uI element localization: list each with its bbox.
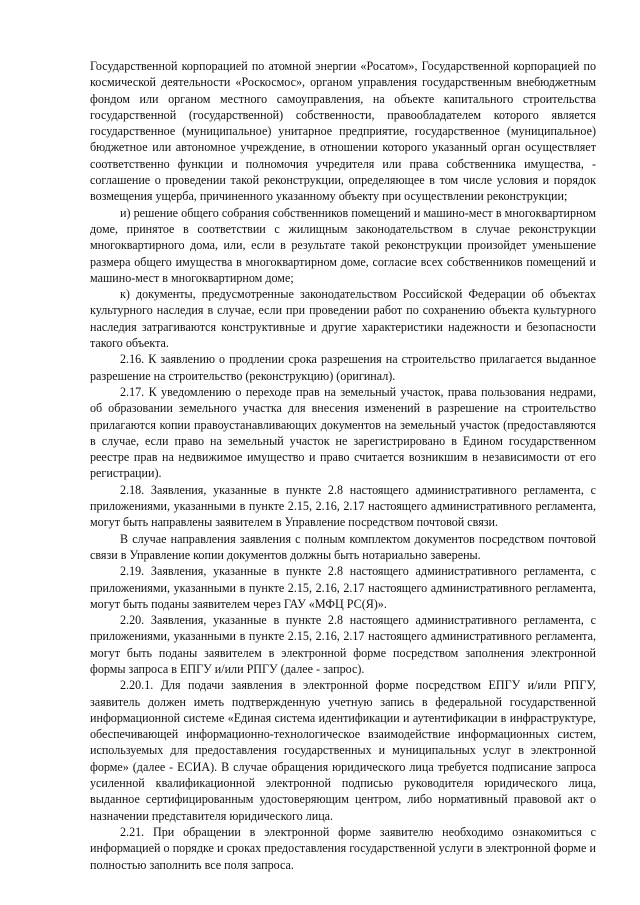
paragraph-2-16: 2.16. К заявлению о продлении срока разрешения на строительство прилагается выданное разрешение на строительство (реконструкцию) (оригинал). xyxy=(90,352,596,383)
paragraph-continuation: Государственной корпорацией по атомной энергии «Росатом», Государственной корпорацией по космической деятельности «Роскосмос», органом управления государственным внебюджетным фондом или органом местного самоуправления, на объекте капитального строительства государственной (государственной) собственности, правообладателем которого является государственное (муниципальное) унитарное предприятие, государственное (муниципальное) бюджетное или автономное учреждение, в отношении которого указанный орган осуществляет соответственно функции и полномочия учредителя или права собственника имущества, - соглашение о проведении такой реконструкции, определяющее в том числе условия и порядок возмещения ущерба, причиненного указанному объекту при осуществлении реконструкции; xyxy=(90,59,596,204)
paragraph-2-19: 2.19. Заявления, указанные в пункте 2.8 настоящего административного регламента, с приложениями, указанными в пункте 2.15, 2.16, 2.17 настоящего административного регламента, могут быть поданы заявителем через ГАУ «МФЦ РС(Я)». xyxy=(90,564,596,611)
document-page xyxy=(90,58,596,873)
paragraph-item-k: к) документы, предусмотренные законодательством Российской Федерации об объектах культурного наследия в случае, если при проведении работ по сохранению объекта культурного наследия затрагиваются конструктивные и другие характеристики надежности и безопасности такого объекта. xyxy=(90,287,596,351)
paragraph-2-20-1: 2.20.1. Для подачи заявления в электронной форме посредством ЕПГУ и/или РПГУ, заявитель должен иметь подтвержденную учетную запись в федеральной государственной информационной системе «Единая система идентификации и аутентификации в инфраструктуре, обеспечивающей информационно-технологическое взаимодействие информационных систем, используемых для предоставления государственных и муниципальных услуг в электронной форме» (далее - ЕСИА). В случае обращения юридического лица требуется подписание запроса усиленной квалификационной электронной подписью руководителя юридического лица, выданное сертифицированным удостоверяющим центром, либо нормативный правовой акт о назначении представителя юридического лица. xyxy=(90,678,596,823)
paragraph-2-18-postal: В случае направления заявления с полным комплектом документов посредством почтовой связи в Управление копии документов должны быть нотариально заверены. xyxy=(90,531,596,562)
paragraph-2-17: 2.17. К уведомлению о переходе прав на земельный участок, права пользования недрами, об образовании земельного участка для внесения изменений в разрешение на строительство прилагаются копии правоустанавливающих документов на земельный участок (предоставляются в случае, если право на земельный участок не зарегистрировано в Едином государственном реестре прав на недвижимое имущество и право считается возникшим в независимости от его регистрации). xyxy=(90,384,596,481)
paragraph-2-21: 2.21. При обращении в электронной форме заявителю необходимо ознакомиться с информацией о порядке и сроках предоставления государственной услуги в электронной форме и полностью заполнить все поля запроса. xyxy=(90,824,596,872)
paragraph-item-i: и) решение общего собрания собственников помещений и машино-мест в многоквартирном доме, принятое в соответствии с жилищным законодательством в случае реконструкции многоквартирного дома, или, если в результате такой реконструкции произойдет уменьшение размера общего имущества в многоквартирном доме, согласие всех собственников помещений и машино-мест в многоквартирном доме; xyxy=(90,205,596,285)
paragraph-2-18: 2.18. Заявления, указанные в пункте 2.8 настоящего административного регламента, с приложениями, указанными в пункте 2.15, 2.16, 2.17 настоящего административного регламента, могут быть направлены заявителем в Управление посредством почтовой связи. xyxy=(90,482,596,530)
paragraph-2-20: 2.20. Заявления, указанные в пункте 2.8 настоящего административного регламента, с приложениями, указанными в пункте 2.15, 2.16, 2.17 настоящего административного регламента, могут быть поданы заявителем в электронной форме посредством заполнения электронной формы запроса в ЕПГУ и/или РПГУ (далее - запрос). xyxy=(90,613,596,676)
